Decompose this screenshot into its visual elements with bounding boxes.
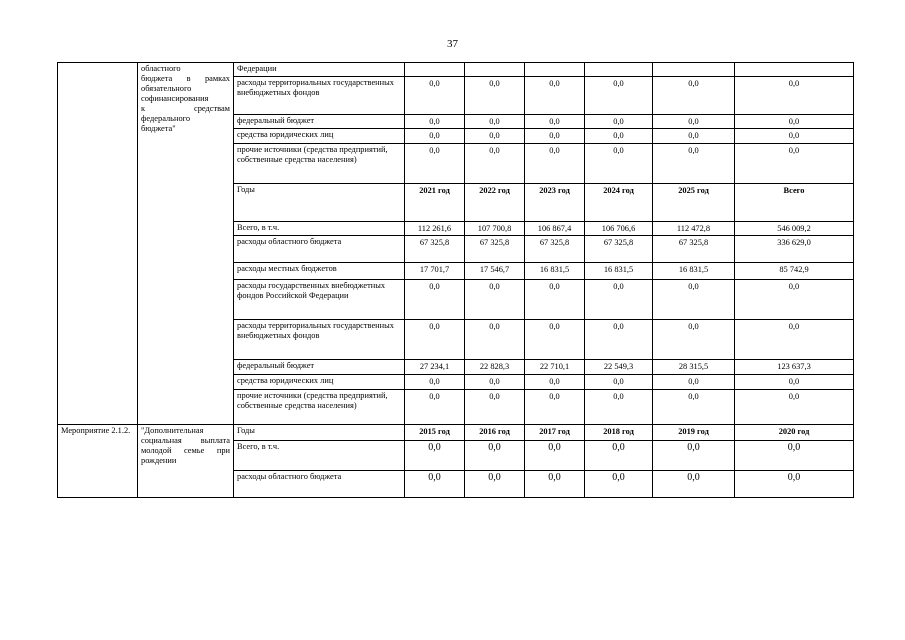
description-line: бюджета в рамках bbox=[141, 74, 230, 83]
value-cell: 0,0 bbox=[735, 280, 854, 320]
value-cell: 0,0 bbox=[405, 129, 465, 144]
year-header: 2023 год bbox=[525, 184, 585, 222]
value-cell: 0,0 bbox=[405, 280, 465, 320]
value-cell: 546 009,2 bbox=[735, 222, 854, 236]
source-label: федеральный бюджет bbox=[234, 360, 405, 375]
year-header: 2017 год bbox=[525, 425, 585, 441]
value-cell: 22 828,3 bbox=[465, 360, 525, 375]
value-cell: 22 710,1 bbox=[525, 360, 585, 375]
value-cell: 16 831,5 bbox=[653, 263, 735, 280]
value-cell: 28 315,5 bbox=[653, 360, 735, 375]
value-cell: 0,0 bbox=[735, 144, 854, 184]
source-label: расходы местных бюджетов bbox=[234, 263, 405, 280]
page-number: 37 bbox=[447, 38, 458, 50]
year-header: 2024 год bbox=[585, 184, 653, 222]
value-cell: 0,0 bbox=[585, 320, 653, 360]
value-cell bbox=[465, 63, 525, 77]
year-header: Всего bbox=[735, 184, 854, 222]
value-cell: 106 706,6 bbox=[585, 222, 653, 236]
value-cell: 112 261,6 bbox=[405, 222, 465, 236]
measure-id: Мероприятие 2.1.2. bbox=[58, 425, 138, 498]
value-cell: 0,0 bbox=[585, 280, 653, 320]
value-cell: 112 472,8 bbox=[653, 222, 735, 236]
source-label: Федерации bbox=[234, 63, 405, 77]
value-cell: 336 629,0 bbox=[735, 236, 854, 263]
value-cell: 0,0 bbox=[735, 441, 854, 471]
source-label: расходы областного бюджета bbox=[234, 471, 405, 498]
source-label: расходы областного бюджета bbox=[234, 236, 405, 263]
table-row bbox=[58, 63, 854, 77]
value-cell: 0,0 bbox=[525, 390, 585, 425]
value-cell: 85 742,9 bbox=[735, 263, 854, 280]
year-header: 2021 год bbox=[405, 184, 465, 222]
value-cell: 0,0 bbox=[525, 471, 585, 498]
value-cell: 0,0 bbox=[405, 320, 465, 360]
value-cell bbox=[525, 63, 585, 77]
value-cell: 0,0 bbox=[653, 320, 735, 360]
value-cell: 0,0 bbox=[653, 375, 735, 390]
value-cell: 0,0 bbox=[585, 375, 653, 390]
value-cell: 22 549,3 bbox=[585, 360, 653, 375]
value-cell: 0,0 bbox=[653, 115, 735, 129]
value-cell: 0,0 bbox=[653, 77, 735, 115]
source-label: прочие источники (средства предприятий, собственные средства населения) bbox=[234, 390, 405, 425]
value-cell: 67 325,8 bbox=[465, 236, 525, 263]
year-header: 2016 год bbox=[465, 425, 525, 441]
value-cell: 17 546,7 bbox=[465, 263, 525, 280]
value-cell: 0,0 bbox=[525, 115, 585, 129]
value-cell: 17 701,7 bbox=[405, 263, 465, 280]
value-cell: 0,0 bbox=[585, 77, 653, 115]
value-cell: 0,0 bbox=[405, 115, 465, 129]
value-cell: 107 700,8 bbox=[465, 222, 525, 236]
value-cell: 0,0 bbox=[585, 471, 653, 498]
value-cell: 0,0 bbox=[735, 115, 854, 129]
value-cell bbox=[653, 63, 735, 77]
value-cell: 67 325,8 bbox=[525, 236, 585, 263]
value-cell: 0,0 bbox=[585, 441, 653, 471]
years-header-row bbox=[58, 425, 854, 441]
source-label: Всего, в т.ч. bbox=[234, 222, 405, 236]
value-cell: 67 325,8 bbox=[405, 236, 465, 263]
value-cell: 0,0 bbox=[405, 441, 465, 471]
value-cell: 0,0 bbox=[585, 144, 653, 184]
value-cell: 0,0 bbox=[405, 375, 465, 390]
value-cell: 0,0 bbox=[735, 471, 854, 498]
year-header: 2015 год bbox=[405, 425, 465, 441]
value-cell: 0,0 bbox=[465, 390, 525, 425]
financing-table bbox=[57, 62, 854, 498]
description-line: софинансирования bbox=[141, 94, 209, 103]
value-cell: 0,0 bbox=[653, 471, 735, 498]
value-cell: 16 831,5 bbox=[525, 263, 585, 280]
value-cell: 0,0 bbox=[525, 144, 585, 184]
value-cell: 0,0 bbox=[525, 129, 585, 144]
value-cell: 0,0 bbox=[465, 375, 525, 390]
source-label: федеральный бюджет bbox=[234, 115, 405, 129]
value-cell: 0,0 bbox=[653, 280, 735, 320]
measure-description bbox=[138, 63, 234, 425]
value-cell: 0,0 bbox=[465, 144, 525, 184]
description-line: областного bbox=[141, 64, 181, 73]
value-cell: 0,0 bbox=[735, 77, 854, 115]
source-label: расходы территориальных государственных внебюджетных фондов bbox=[234, 77, 405, 115]
value-cell: 0,0 bbox=[525, 320, 585, 360]
value-cell: 67 325,8 bbox=[585, 236, 653, 263]
source-label: прочие источники (средства предприятий, собственные средства населения) bbox=[234, 144, 405, 184]
value-cell: 0,0 bbox=[735, 320, 854, 360]
empty-measure-cell bbox=[58, 63, 138, 425]
value-cell bbox=[735, 63, 854, 77]
value-cell: 106 867,4 bbox=[525, 222, 585, 236]
value-cell: 0,0 bbox=[465, 280, 525, 320]
value-cell: 0,0 bbox=[525, 280, 585, 320]
year-header: 2025 год bbox=[653, 184, 735, 222]
value-cell: 0,0 bbox=[405, 144, 465, 184]
value-cell: 0,0 bbox=[735, 129, 854, 144]
source-label: расходы территориальных государственных внебюджетных фондов bbox=[234, 320, 405, 360]
value-cell: 27 234,1 bbox=[405, 360, 465, 375]
source-label: расходы государственных внебюджетных фондов Российской Федерации bbox=[234, 280, 405, 320]
value-cell: 0,0 bbox=[585, 390, 653, 425]
value-cell bbox=[405, 63, 465, 77]
value-cell: 0,0 bbox=[585, 129, 653, 144]
description-line: к средствам bbox=[141, 104, 230, 113]
years-label: Годы bbox=[234, 184, 405, 222]
value-cell: 0,0 bbox=[653, 129, 735, 144]
description-line: федерального bbox=[141, 114, 191, 123]
value-cell: 16 831,5 bbox=[585, 263, 653, 280]
value-cell: 0,0 bbox=[465, 77, 525, 115]
year-header: 2019 год bbox=[653, 425, 735, 441]
description-line: обязательного bbox=[141, 84, 192, 93]
value-cell: 0,0 bbox=[525, 375, 585, 390]
year-header: 2022 год bbox=[465, 184, 525, 222]
value-cell: 0,0 bbox=[405, 471, 465, 498]
value-cell: 0,0 bbox=[405, 77, 465, 115]
value-cell: 0,0 bbox=[653, 390, 735, 425]
value-cell: 123 637,3 bbox=[735, 360, 854, 375]
value-cell: 0,0 bbox=[735, 390, 854, 425]
value-cell: 0,0 bbox=[653, 441, 735, 471]
source-label: Всего, в т.ч. bbox=[234, 441, 405, 471]
value-cell: 0,0 bbox=[405, 390, 465, 425]
value-cell: 0,0 bbox=[525, 77, 585, 115]
value-cell: 0,0 bbox=[653, 144, 735, 184]
value-cell: 67 325,8 bbox=[653, 236, 735, 263]
value-cell: 0,0 bbox=[465, 115, 525, 129]
value-cell: 0,0 bbox=[525, 441, 585, 471]
year-header: 2018 год bbox=[585, 425, 653, 441]
value-cell: 0,0 bbox=[465, 320, 525, 360]
value-cell: 0,0 bbox=[465, 129, 525, 144]
description-line: бюджета" bbox=[141, 124, 176, 133]
value-cell: 0,0 bbox=[585, 115, 653, 129]
years-label: Годы bbox=[234, 425, 405, 441]
value-cell: 0,0 bbox=[465, 441, 525, 471]
source-label: средства юридических лиц bbox=[234, 375, 405, 390]
value-cell: 0,0 bbox=[735, 375, 854, 390]
value-cell: 0,0 bbox=[465, 471, 525, 498]
measure-description: "Дополнительная социальная выплата молодой семье при рождении bbox=[138, 425, 234, 498]
value-cell bbox=[585, 63, 653, 77]
year-header: 2020 год bbox=[735, 425, 854, 441]
source-label: средства юридических лиц bbox=[234, 129, 405, 144]
